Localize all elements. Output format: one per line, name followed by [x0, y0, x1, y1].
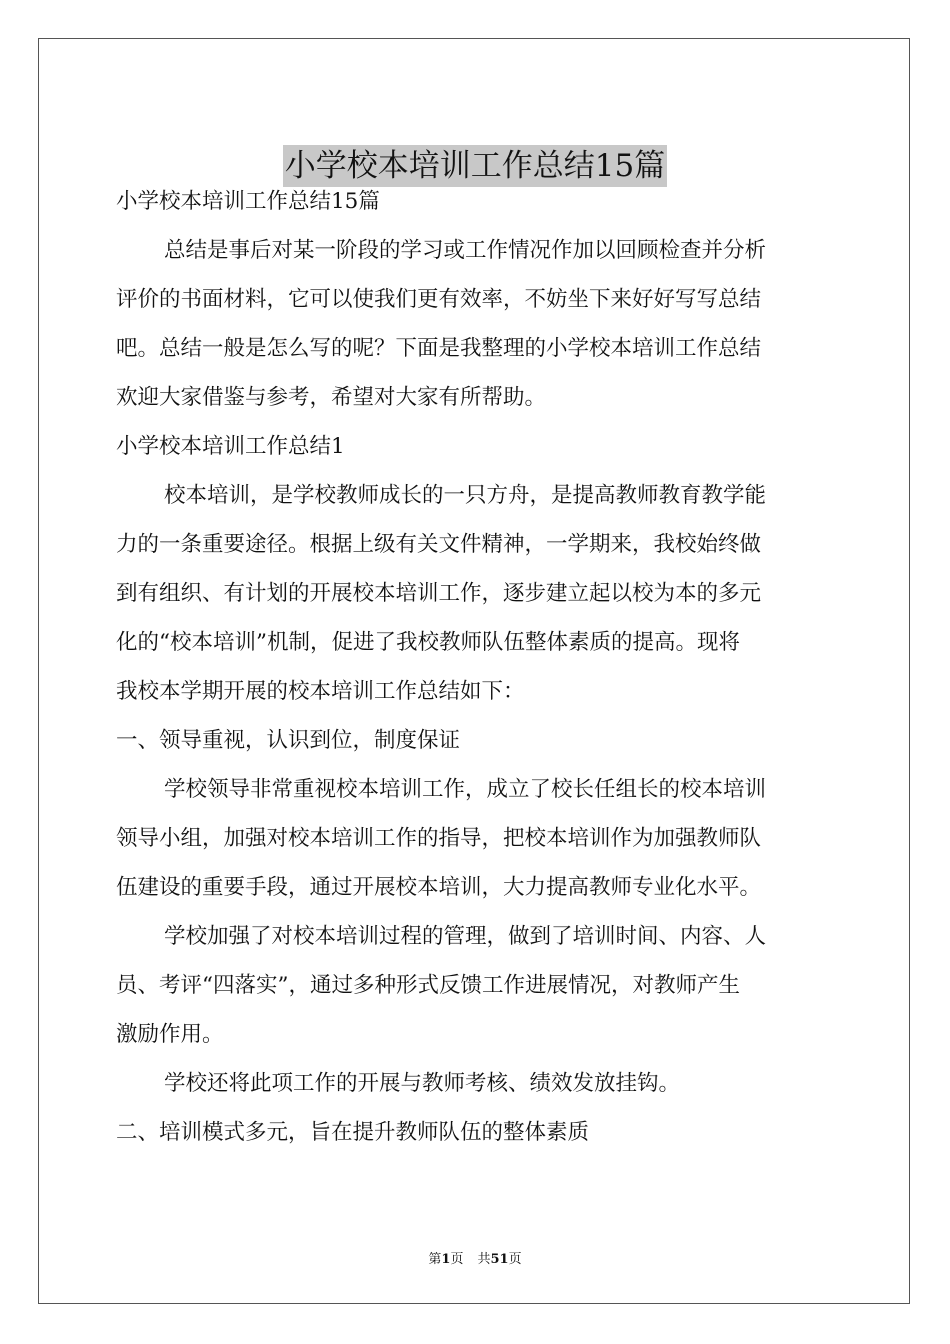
text-line: 到有组织、有计划的开展校本培训工作，逐步建立起以校为本的多元 — [116, 581, 762, 606]
text-line: 伍建设的重要手段，通过开展校本培训，大力提高教师专业化水平。 — [116, 875, 762, 900]
text-line: 力的一条重要途径。根据上级有关文件精神，一学期来，我校始终做 — [116, 532, 762, 557]
page-prefix: 第 — [428, 1252, 442, 1267]
document-body — [116, 177, 836, 1157]
text-line: 校本培训，是学校教师成长的一只方舟，是提高教师教育教学能 — [164, 483, 767, 508]
text-line: 学校还将此项工作的开展与教师考核、绩效发放挂钩。 — [164, 1071, 681, 1096]
text-line: 小学校本培训工作总结1 — [116, 434, 345, 459]
text-line: 学校领导非常重视校本培训工作，成立了校长任组长的校本培训 — [164, 777, 767, 802]
text-line: 一、领导重视，认识到位，制度保证 — [116, 728, 461, 753]
text-line: 激励作用。 — [116, 1022, 224, 1047]
page-number: 1 — [441, 1252, 451, 1267]
page-footer — [0, 1248, 950, 1267]
text-line: 小学校本培训工作总结15篇 — [116, 189, 380, 214]
total-pages: 51 — [490, 1252, 509, 1267]
text-line: 总结是事后对某一阶段的学习或工作情况作加以回顾检查并分析 — [164, 238, 767, 263]
document-title: 小学校本培训工作总结15篇 — [283, 145, 667, 187]
text-line: 领导小组，加强对校本培训工作的指导，把校本培训作为加强教师队 — [116, 826, 762, 851]
total-suffix: 页 — [508, 1252, 522, 1267]
text-line: 学校加强了对校本培训过程的管理，做到了培训时间、内容、人 — [164, 924, 767, 949]
text-line: 我校本学期开展的校本培训工作总结如下： — [116, 679, 525, 704]
page-suffix: 页 — [450, 1252, 464, 1267]
text-line: 评价的书面材料，它可以使我们更有效率，不妨坐下来好好写写总结 — [116, 287, 762, 312]
text-line: 员、考评“四落实”，通过多种形式反馈工作进展情况，对教师产生 — [116, 973, 740, 998]
total-prefix: 共 — [477, 1252, 491, 1267]
text-line: 欢迎大家借鉴与参考，希望对大家有所帮助。 — [116, 385, 547, 410]
text-line: 化的“校本培训”机制，促进了我校教师队伍整体素质的提高。现将 — [116, 630, 740, 655]
text-line: 吧。总结一般是怎么写的呢？下面是我整理的小学校本培训工作总结 — [116, 336, 762, 361]
text-line: 二、培训模式多元，旨在提升教师队伍的整体素质 — [116, 1120, 590, 1145]
